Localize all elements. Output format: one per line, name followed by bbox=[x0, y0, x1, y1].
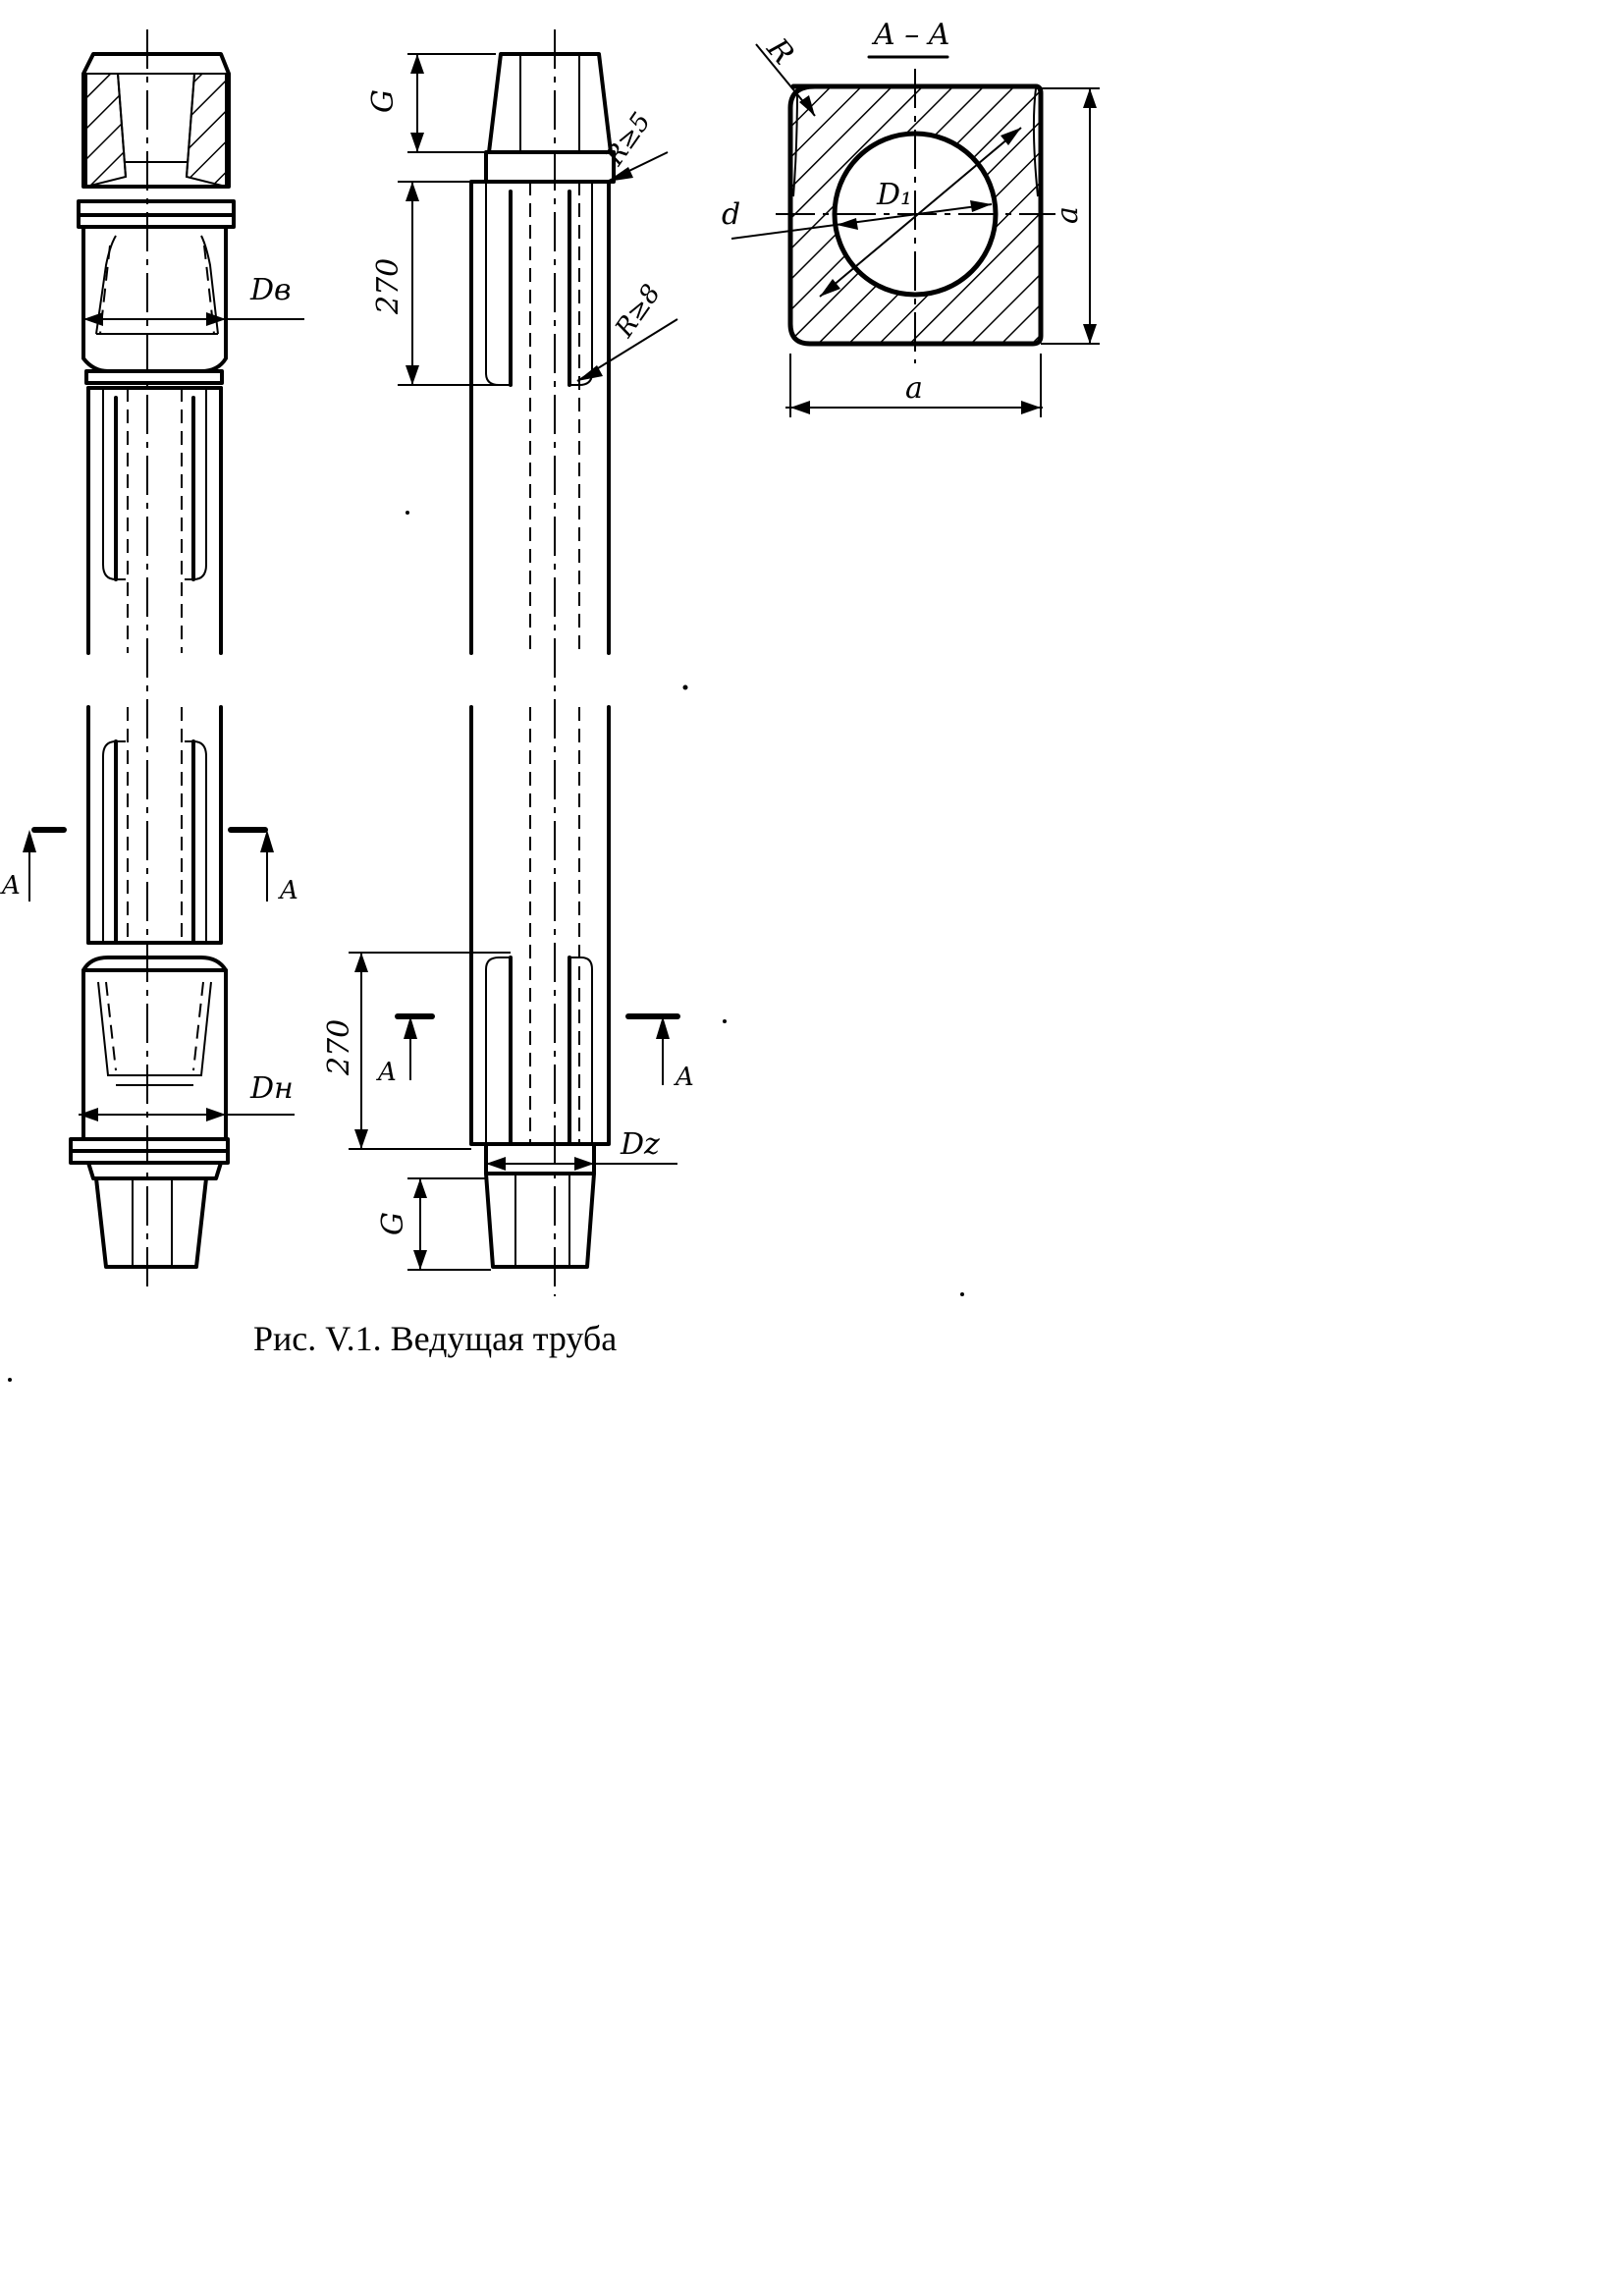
dimension-dn bbox=[79, 1071, 295, 1121]
leader-r5 bbox=[600, 107, 668, 182]
upper-body bbox=[471, 182, 609, 653]
label-dv: Dв bbox=[250, 273, 292, 307]
dimension-270-bottom bbox=[322, 953, 511, 1149]
label-a-vertical: a bbox=[1051, 206, 1085, 224]
cut-letter-left-1: A bbox=[2, 871, 21, 901]
kelly-assembly-view bbox=[0, 29, 304, 1286]
scan-specks bbox=[8, 511, 964, 1382]
cut-letter-mid-1: A bbox=[378, 1058, 397, 1087]
label-270-bottom: 270 bbox=[322, 1018, 356, 1075]
section-a-a bbox=[722, 18, 1100, 417]
dimension-dv bbox=[83, 273, 304, 326]
dimension-g-top bbox=[366, 54, 496, 152]
kelly-body-view bbox=[322, 29, 694, 1296]
dimension-270-top bbox=[371, 182, 511, 385]
lower-kelly-body bbox=[88, 707, 221, 943]
cut-letter-mid-2: A bbox=[676, 1063, 694, 1092]
label-d1: D₁ bbox=[877, 178, 913, 212]
label-r5: R≥5 bbox=[600, 107, 657, 172]
figure-caption: Рис. V.1. Ведущая труба bbox=[253, 1319, 618, 1358]
upper-sub bbox=[79, 54, 234, 227]
label-dz: Dz bbox=[621, 1127, 660, 1162]
label-a-horizontal: a bbox=[905, 371, 923, 406]
cut-letter-left-2: A bbox=[280, 876, 298, 905]
dimension-g-bottom bbox=[376, 1178, 491, 1270]
label-270-top: 270 bbox=[371, 257, 406, 314]
lower-body bbox=[471, 707, 609, 1144]
upper-kelly-body bbox=[88, 388, 221, 653]
label-r: R bbox=[759, 31, 801, 72]
label-d: d bbox=[722, 197, 741, 232]
label-g-bottom: G bbox=[376, 1212, 410, 1235]
label-g-top: G bbox=[366, 89, 401, 113]
section-cut-marks-middle bbox=[376, 1016, 694, 1092]
section-title: A – A bbox=[874, 18, 950, 52]
upper-pin bbox=[489, 54, 611, 152]
upper-tool-joint bbox=[83, 227, 226, 383]
dimension-dz bbox=[486, 1127, 677, 1171]
section-cut-marks-left bbox=[0, 830, 298, 905]
label-r8: R≥8 bbox=[610, 279, 667, 344]
label-dn: Dн bbox=[250, 1071, 294, 1106]
